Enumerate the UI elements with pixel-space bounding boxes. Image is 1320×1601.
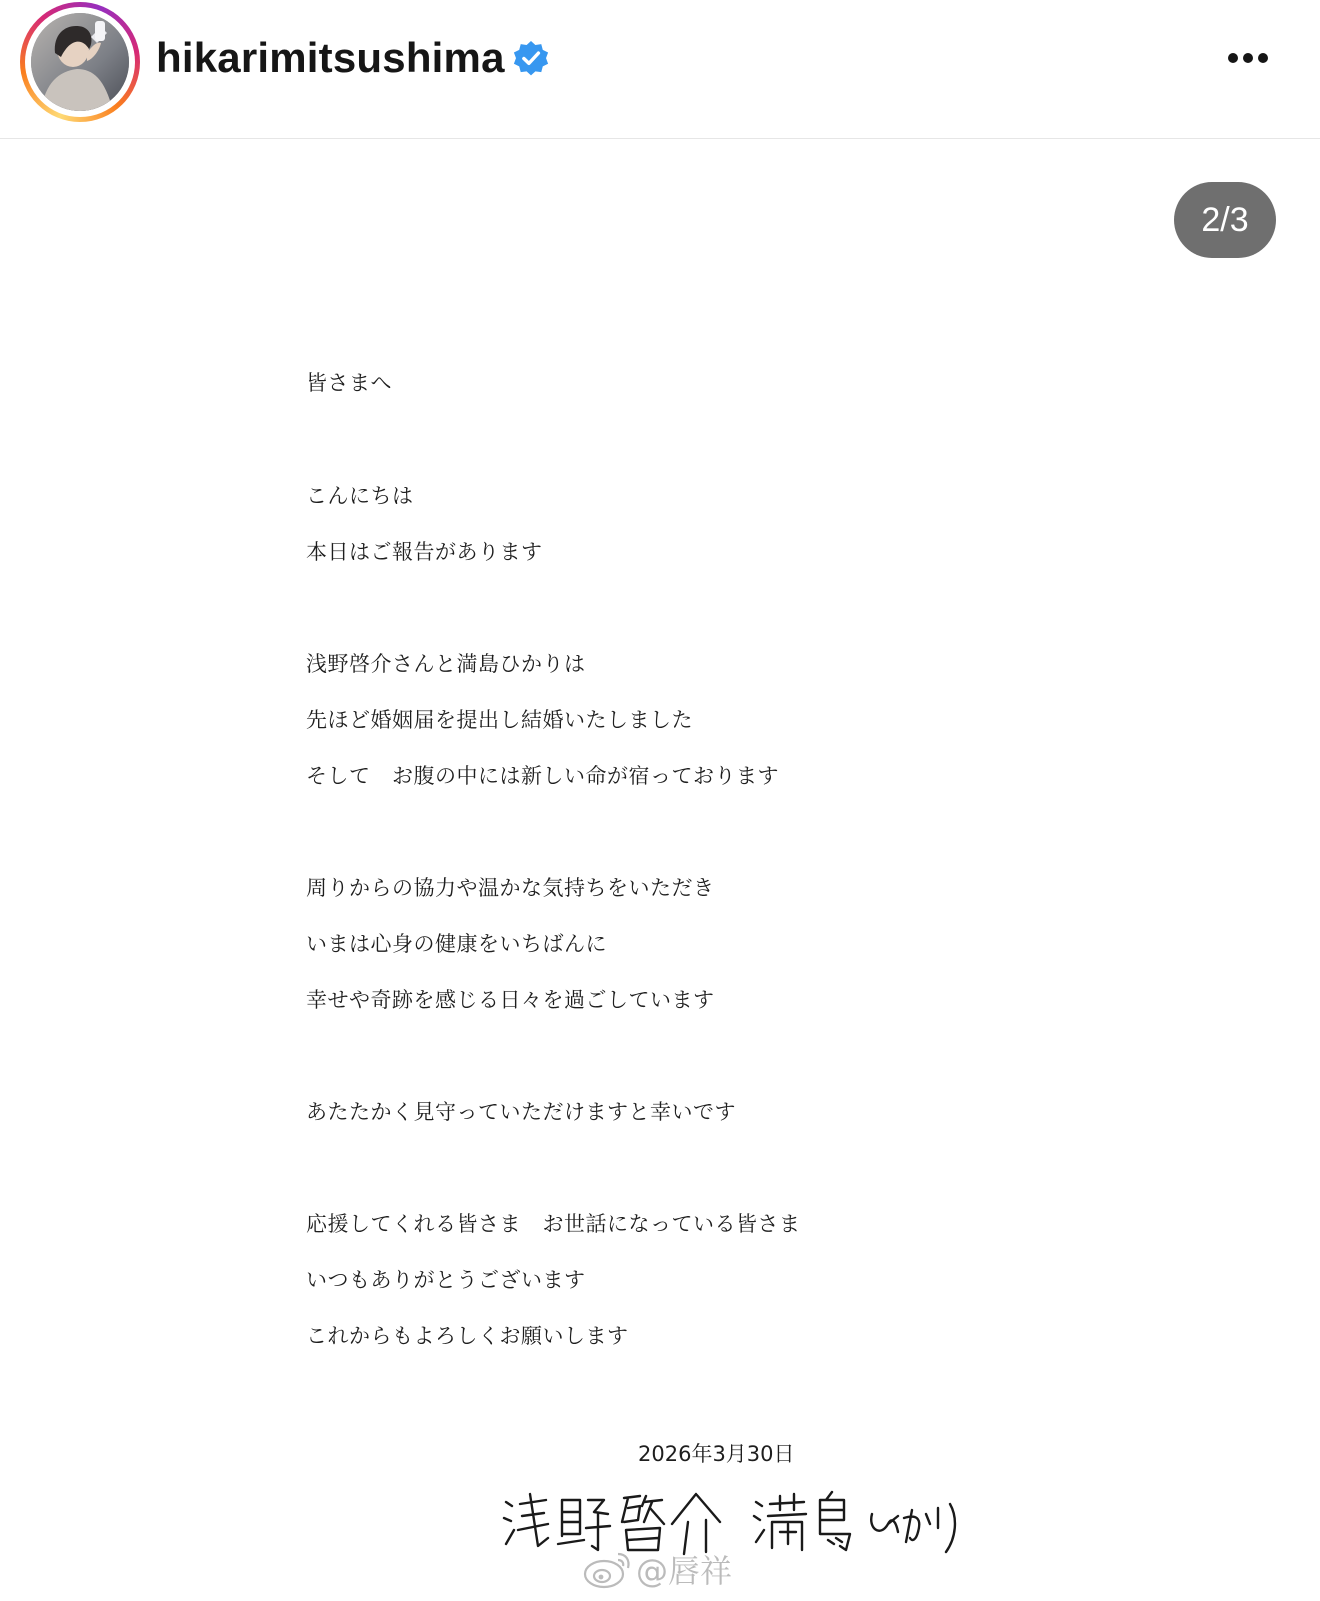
- letter-date: 2026年3月30日: [638, 1442, 795, 1466]
- letter-line: 応援してくれる皆さま お世話になっている皆さま: [306, 1212, 801, 1236]
- watermark-text: @唇祥: [636, 1552, 733, 1590]
- more-horizontal-icon: [1228, 53, 1238, 63]
- letter-line: 浅野啓介さんと満島ひかりは: [306, 652, 586, 676]
- letter-line: 周りからの協力や温かな気持ちをいただき: [306, 876, 715, 900]
- letter-line: 本日はご報告があります: [306, 540, 543, 564]
- letter-line: そして お腹の中には新しい命が宿っております: [306, 764, 779, 788]
- weibo-icon: [582, 1548, 634, 1590]
- story-ring[interactable]: [20, 2, 140, 122]
- letter-line: いまは心身の健康をいちばんに: [306, 932, 607, 956]
- post-media[interactable]: [0, 139, 1320, 1601]
- letter-greeting: 皆さまへ: [306, 371, 392, 395]
- avatar[interactable]: [31, 13, 129, 111]
- username[interactable]: hikarimitsushima: [156, 34, 505, 81]
- handwritten-signature: [500, 1488, 970, 1564]
- verified-badge-icon: [512, 40, 550, 78]
- letter-line: こんにちは: [306, 484, 414, 508]
- letter-line: 先ほど婚姻届を提出し結婚いたしました: [306, 708, 693, 732]
- letter-line: あたたかく見守っていただけますと幸いです: [306, 1100, 736, 1124]
- carousel-counter: 2/3: [1174, 182, 1276, 258]
- avatar-photo: [31, 13, 129, 111]
- letter-closing: これからもよろしくお願いします: [306, 1324, 629, 1348]
- letter-line: いつもありがとうございます: [306, 1268, 586, 1292]
- more-options-button[interactable]: [1218, 38, 1278, 78]
- post-header: [0, 0, 1320, 139]
- letter-line: 幸せや奇跡を感じる日々を過ごしています: [306, 988, 715, 1012]
- watermark: [582, 1546, 732, 1592]
